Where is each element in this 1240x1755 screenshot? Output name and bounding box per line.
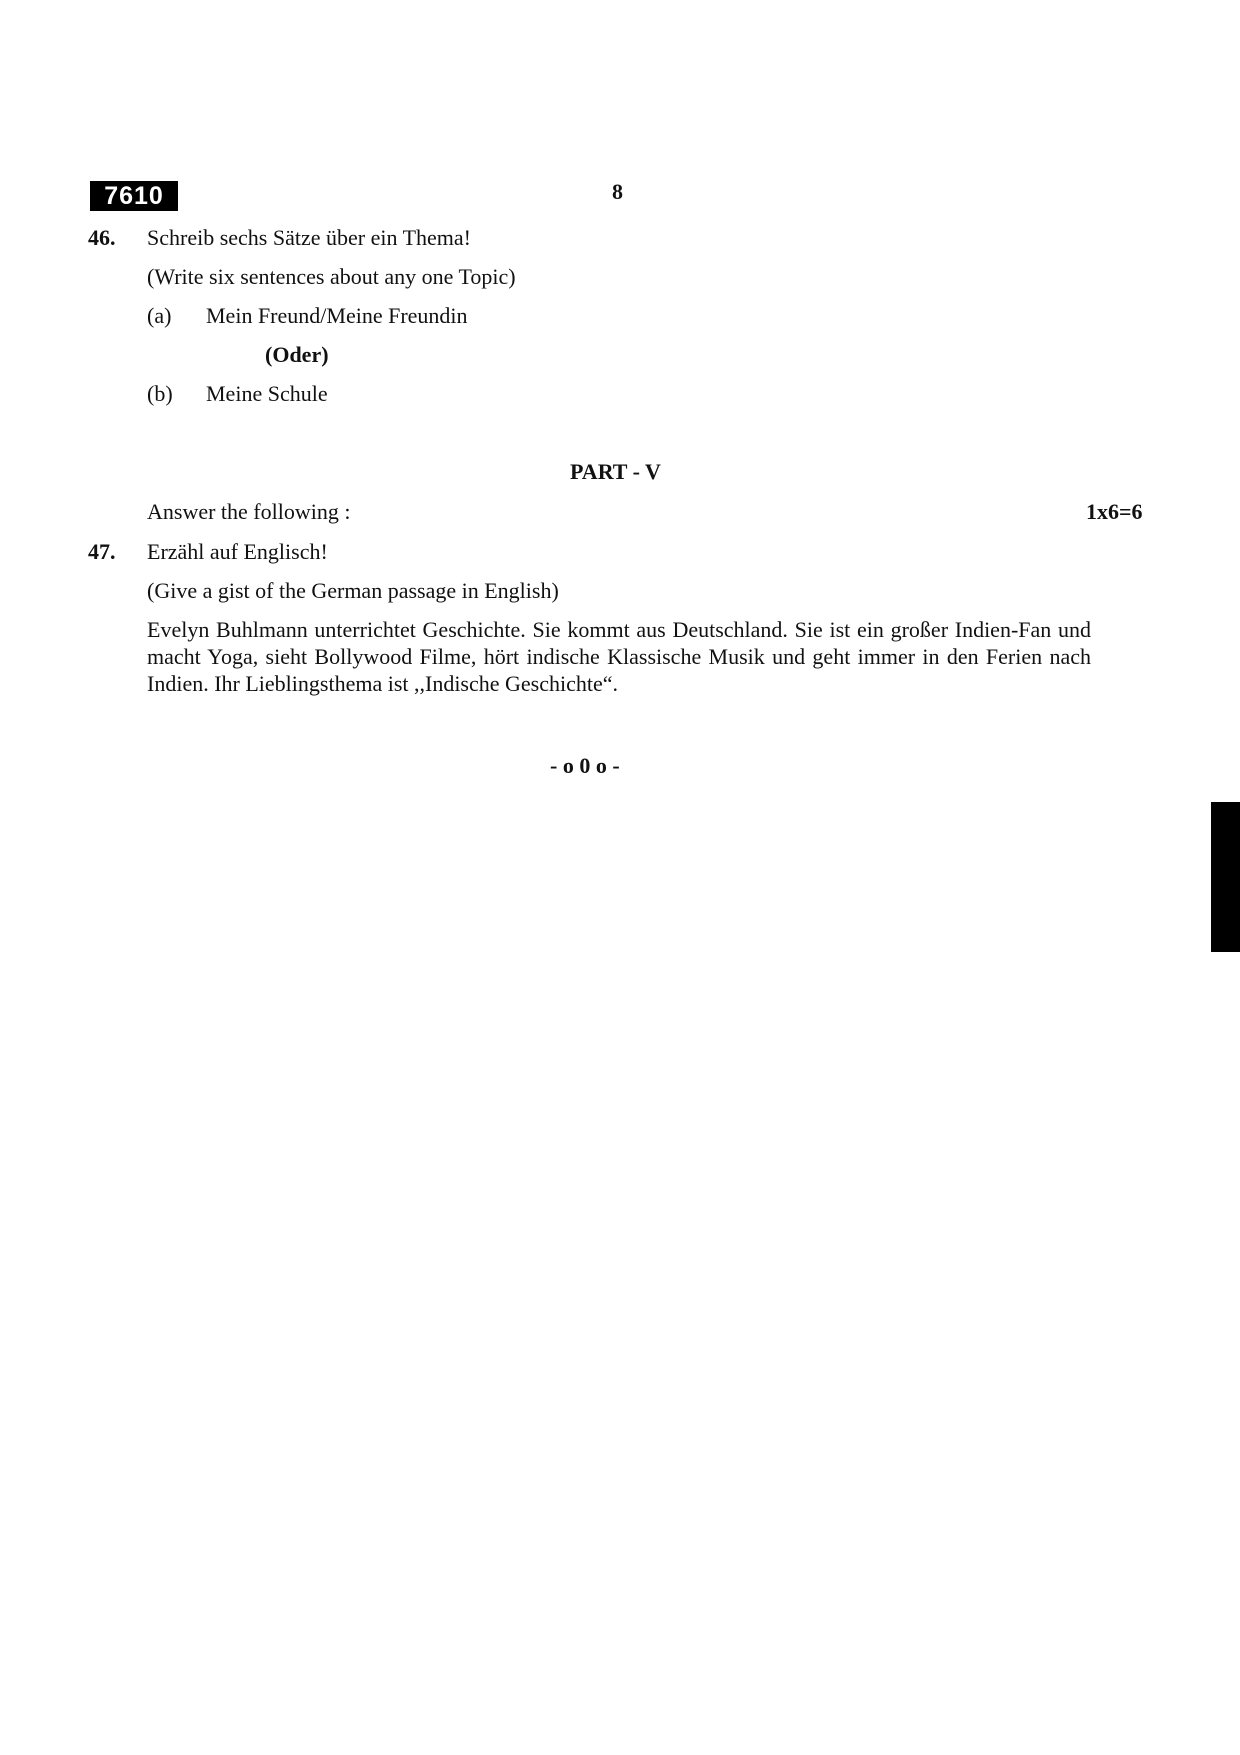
- page-number: 8: [612, 179, 623, 204]
- edge-marker-tab: [1211, 802, 1240, 952]
- question-47-translation: (Give a gist of the German passage in English): [147, 578, 559, 603]
- part-title: PART - V: [570, 459, 661, 484]
- paper-code-badge: 7610: [90, 181, 178, 211]
- german-passage: Evelyn Buhlmann unterrichtet Geschichte. Sie kommt aus Deutschland. Sie ist ein großer Indien-Fan und macht Yoga, sieht Bollywood Filme, hört indische Klassische Musik und geht immer in den Ferien nach Indien. Ihr Lieblingsthema ist ,,Indische Geschichte“.: [147, 617, 1091, 696]
- or-separator: (Oder): [265, 342, 329, 367]
- option-b-label: (b): [147, 381, 173, 406]
- option-b-text: Meine Schule: [206, 381, 328, 406]
- question-number-47: 47.: [88, 539, 116, 564]
- part-marks: 1x6=6: [1086, 499, 1143, 524]
- option-a-text: Mein Freund/Meine Freundin: [206, 303, 468, 328]
- question-46-translation: (Write six sentences about any one Topic): [147, 264, 516, 289]
- option-a-label: (a): [147, 303, 172, 328]
- question-number-46: 46.: [88, 225, 116, 250]
- part-instruction: Answer the following :: [147, 499, 351, 524]
- question-47-instruction: Erzähl auf Englisch!: [147, 539, 328, 564]
- end-mark: - o 0 o -: [550, 753, 620, 778]
- question-46-instruction: Schreib sechs Sätze über ein Thema!: [147, 225, 471, 250]
